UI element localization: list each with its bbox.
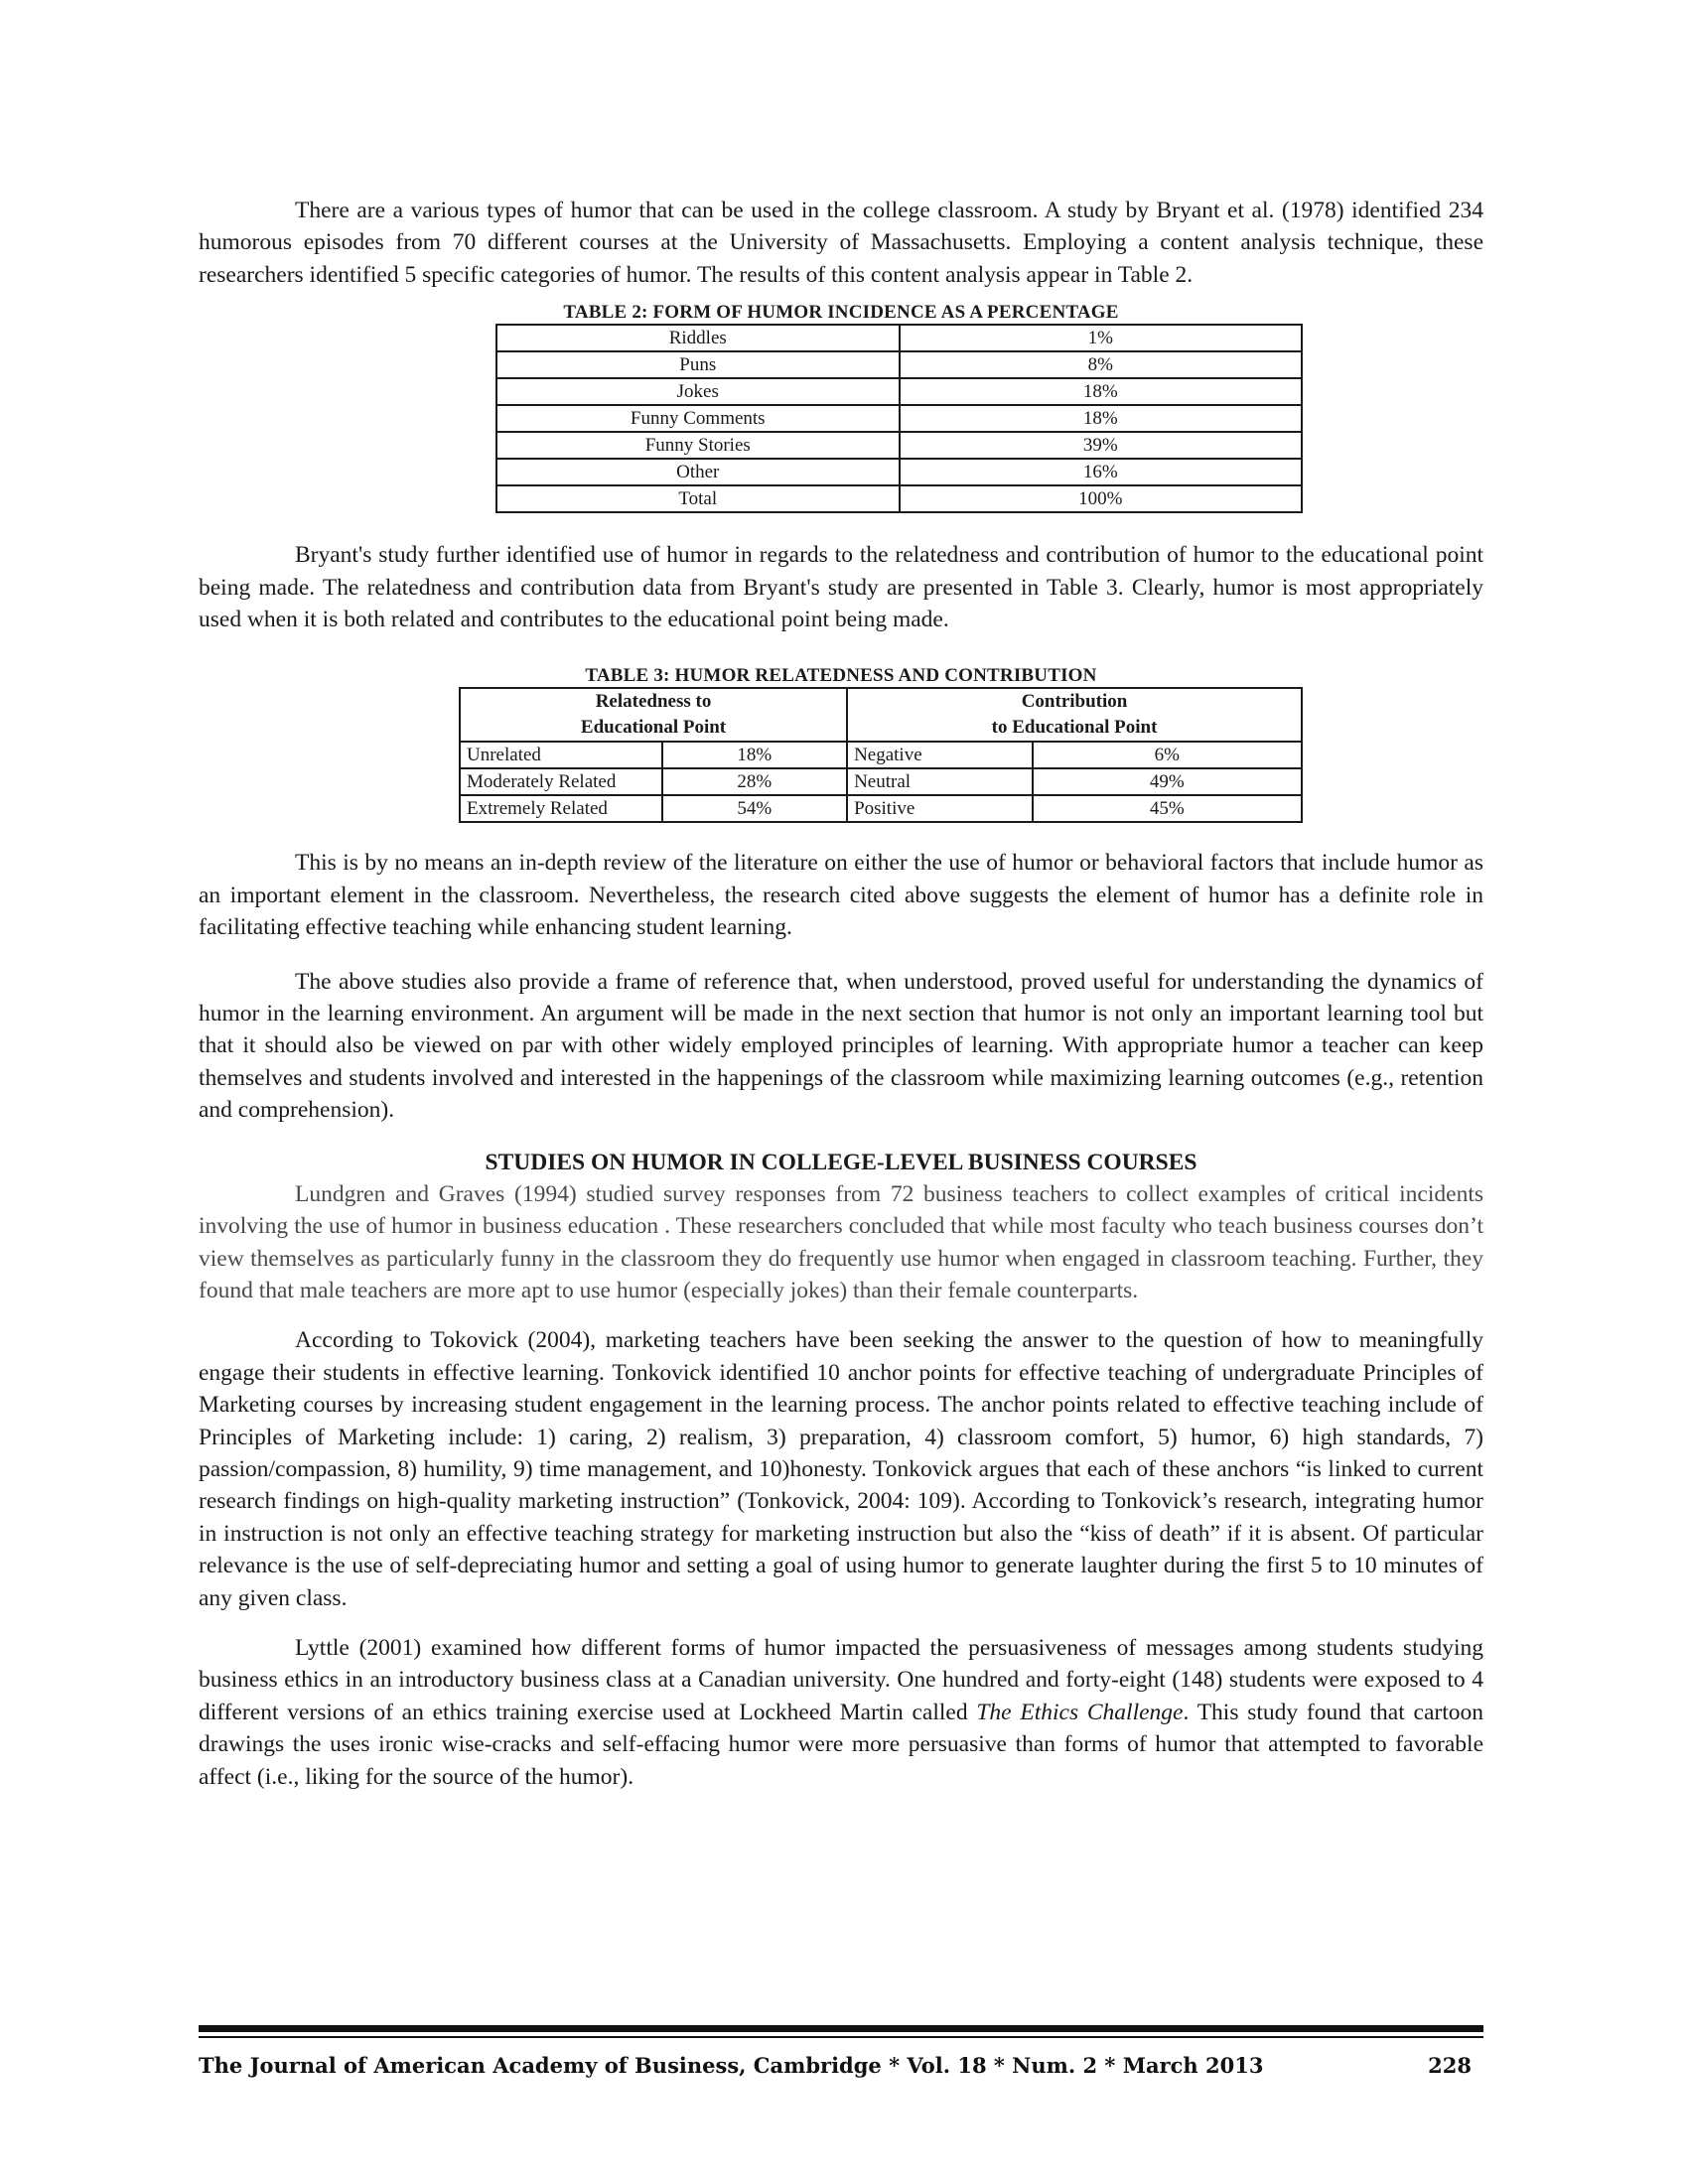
footer-rule bbox=[199, 2025, 1483, 2032]
table-cell: 49% bbox=[1033, 768, 1302, 795]
table-2 bbox=[495, 324, 1303, 513]
header-line: Educational Point bbox=[580, 717, 727, 739]
table-cell: Funny Stories bbox=[496, 432, 900, 459]
table-cell: Moderately Related bbox=[460, 768, 662, 795]
paragraph-7-text-end: . This study found that cartoon drawings the uses ironic wise-cracks and self-effacing humor were more persuasive than forms of humor that attempted to favorable affect (i.e., liking for the source of the humor). bbox=[199, 1699, 1483, 1790]
header-line: Contribution bbox=[1021, 691, 1128, 713]
table-cell: 18% bbox=[900, 378, 1303, 405]
paragraph-7-text: Lyttle (2001) examined how different forms of humor impacted the persuasiveness of messages among students studying business ethics in an introductory business class at a Canadian university. One hundred and forty-eight (148) students were exposed to 4 different versions of an ethics training exercise used at Lockheed Martin called bbox=[199, 1634, 1483, 1725]
table-cell: 1% bbox=[900, 325, 1303, 351]
table-2-caption: TABLE 2: FORM OF HUMOR INCIDENCE AS A PERCENTAGE bbox=[563, 302, 1119, 324]
table-3 bbox=[459, 687, 1303, 823]
table-header-contribution bbox=[847, 688, 1302, 742]
paragraph-4: The above studies also provide a frame of reference that, when understood, proved useful for understanding the dynamics of humor in the learning environment. An argument will be made in the next section that humor is not only an important learning tool but that it should also be viewed on par with other widely employed principles of learning. With appropriate humor a teacher can keep themselves and students involved and interested in the happenings of the classroom while maximizing learning outcomes (e.g., retention and comprehension). bbox=[199, 968, 1483, 1124]
table-cell: Puns bbox=[496, 351, 900, 378]
table-cell: Jokes bbox=[496, 378, 900, 405]
table-row bbox=[496, 405, 1302, 432]
header-line: to Educational Point bbox=[991, 717, 1158, 739]
table-cell: Neutral bbox=[847, 768, 1033, 795]
paragraph-6: According to Tokovick (2004), marketing teachers have been seeking the answer to the question of how to meaningfully engage their students in effective learning. Tonkovick identified 10 anchor points for effective teaching of undergraduate Principles of Marketing courses by increasing student engagement in the learning process. The anchor points related to effective teaching include of Principles of Marketing include: 1) caring, 2) realism, 3) preparation, 4) classroom comfort, 5) humor, 6) high standards, 7) passion/compassion, 8) humility, 9) time management, and 10)honesty. Tonkovick argues that each of these anchors “is linked to current research findings on high-quality marketing instruction” (Tonkovick, 2004: 109). According to Tonkovick’s research, integrating humor in instruction is not only an effective teaching strategy for marketing instruction but also the “kiss of death” if it is absent. Of particular relevance is the use of self-depreciating humor and setting a goal of using humor to generate laughter during the first 5 to 10 minutes of any given class. bbox=[199, 1327, 1483, 1611]
table-cell: 39% bbox=[900, 432, 1303, 459]
table-cell: Total bbox=[496, 485, 900, 512]
page-footer bbox=[199, 2051, 1483, 2081]
table-cell: Riddles bbox=[496, 325, 900, 351]
paragraph-3: This is by no means an in-depth review of the literature on either the use of humor or behavioral factors that include humor as an important element in the classroom. Nevertheless, the research cited above suggests the element of humor has a definite role in facilitating effective teaching while enhancing student learning. bbox=[199, 850, 1483, 941]
table-row bbox=[460, 795, 1302, 822]
paragraph-5: Lundgren and Graves (1994) studied survey responses from 72 business teachers to collect examples of critical incidents involving the use of humor in business education . These researchers concluded that while most faculty who teach business courses don’t view themselves as particularly funny in the classroom they do frequently use humor when engaged in classroom teaching. Further, they found that male teachers are more apt to use humor (especially jokes) than their female counterparts. bbox=[199, 1180, 1483, 1303]
table-row bbox=[460, 768, 1302, 795]
table-cell: 8% bbox=[900, 351, 1303, 378]
table-cell: Negative bbox=[847, 742, 1033, 768]
table-cell: 28% bbox=[662, 768, 848, 795]
paragraph-2: Bryant's study further identified use of humor in regards to the relatedness and contribution of humor to the educational point being made. The relatedness and contribution data from Bryant's study are presented in Table 3. Clearly, humor is most appropriately used when it is both related and contributes to the educational point being made. bbox=[199, 542, 1483, 633]
table-cell: 16% bbox=[900, 459, 1303, 485]
table-row bbox=[496, 351, 1302, 378]
table-row bbox=[496, 432, 1302, 459]
page-body bbox=[199, 195, 1483, 1793]
table-cell: Unrelated bbox=[460, 742, 662, 768]
table-cell: 18% bbox=[900, 405, 1303, 432]
table-row bbox=[460, 742, 1302, 768]
table-cell: Extremely Related bbox=[460, 795, 662, 822]
table-row bbox=[496, 378, 1302, 405]
table-header-row bbox=[460, 688, 1302, 742]
table-cell: 45% bbox=[1033, 795, 1302, 822]
table-row bbox=[496, 325, 1302, 351]
table-header-relatedness bbox=[460, 688, 847, 742]
section-heading: STUDIES ON HUMOR IN COLLEGE-LEVEL BUSINESS COURSES bbox=[485, 1149, 1197, 1175]
table-cell: Funny Comments bbox=[496, 405, 900, 432]
table-cell: Other bbox=[496, 459, 900, 485]
journal-citation: The Journal of American Academy of Business, Cambridge * Vol. 18 * Num. 2 * March 2013 bbox=[199, 2053, 1264, 2078]
table-cell: 18% bbox=[662, 742, 848, 768]
header-line: Relatedness to bbox=[595, 691, 712, 713]
footer-rule-thin bbox=[199, 2036, 1483, 2038]
paragraph-7 bbox=[199, 1632, 1483, 1793]
table-cell: 54% bbox=[662, 795, 848, 822]
table-3-caption: TABLE 3: HUMOR RELATEDNESS AND CONTRIBUTION bbox=[585, 665, 1097, 687]
exercise-title: The Ethics Challenge bbox=[976, 1699, 1184, 1725]
table-cell: 100% bbox=[900, 485, 1303, 512]
paragraph-1: There are a various types of humor that can be used in the college classroom. A study by Bryant et al. (1978) identified 234 humorous episodes from 70 different courses at the University of Massachusetts. Employing a content analysis technique, these researchers identified 5 specific categories of humor. The results of this content analysis appear in Table 2. bbox=[199, 198, 1483, 288]
page-number: 228 bbox=[1428, 2053, 1472, 2078]
table-cell: 6% bbox=[1033, 742, 1302, 768]
table-row bbox=[496, 459, 1302, 485]
table-row bbox=[496, 485, 1302, 512]
table-cell: Positive bbox=[847, 795, 1033, 822]
